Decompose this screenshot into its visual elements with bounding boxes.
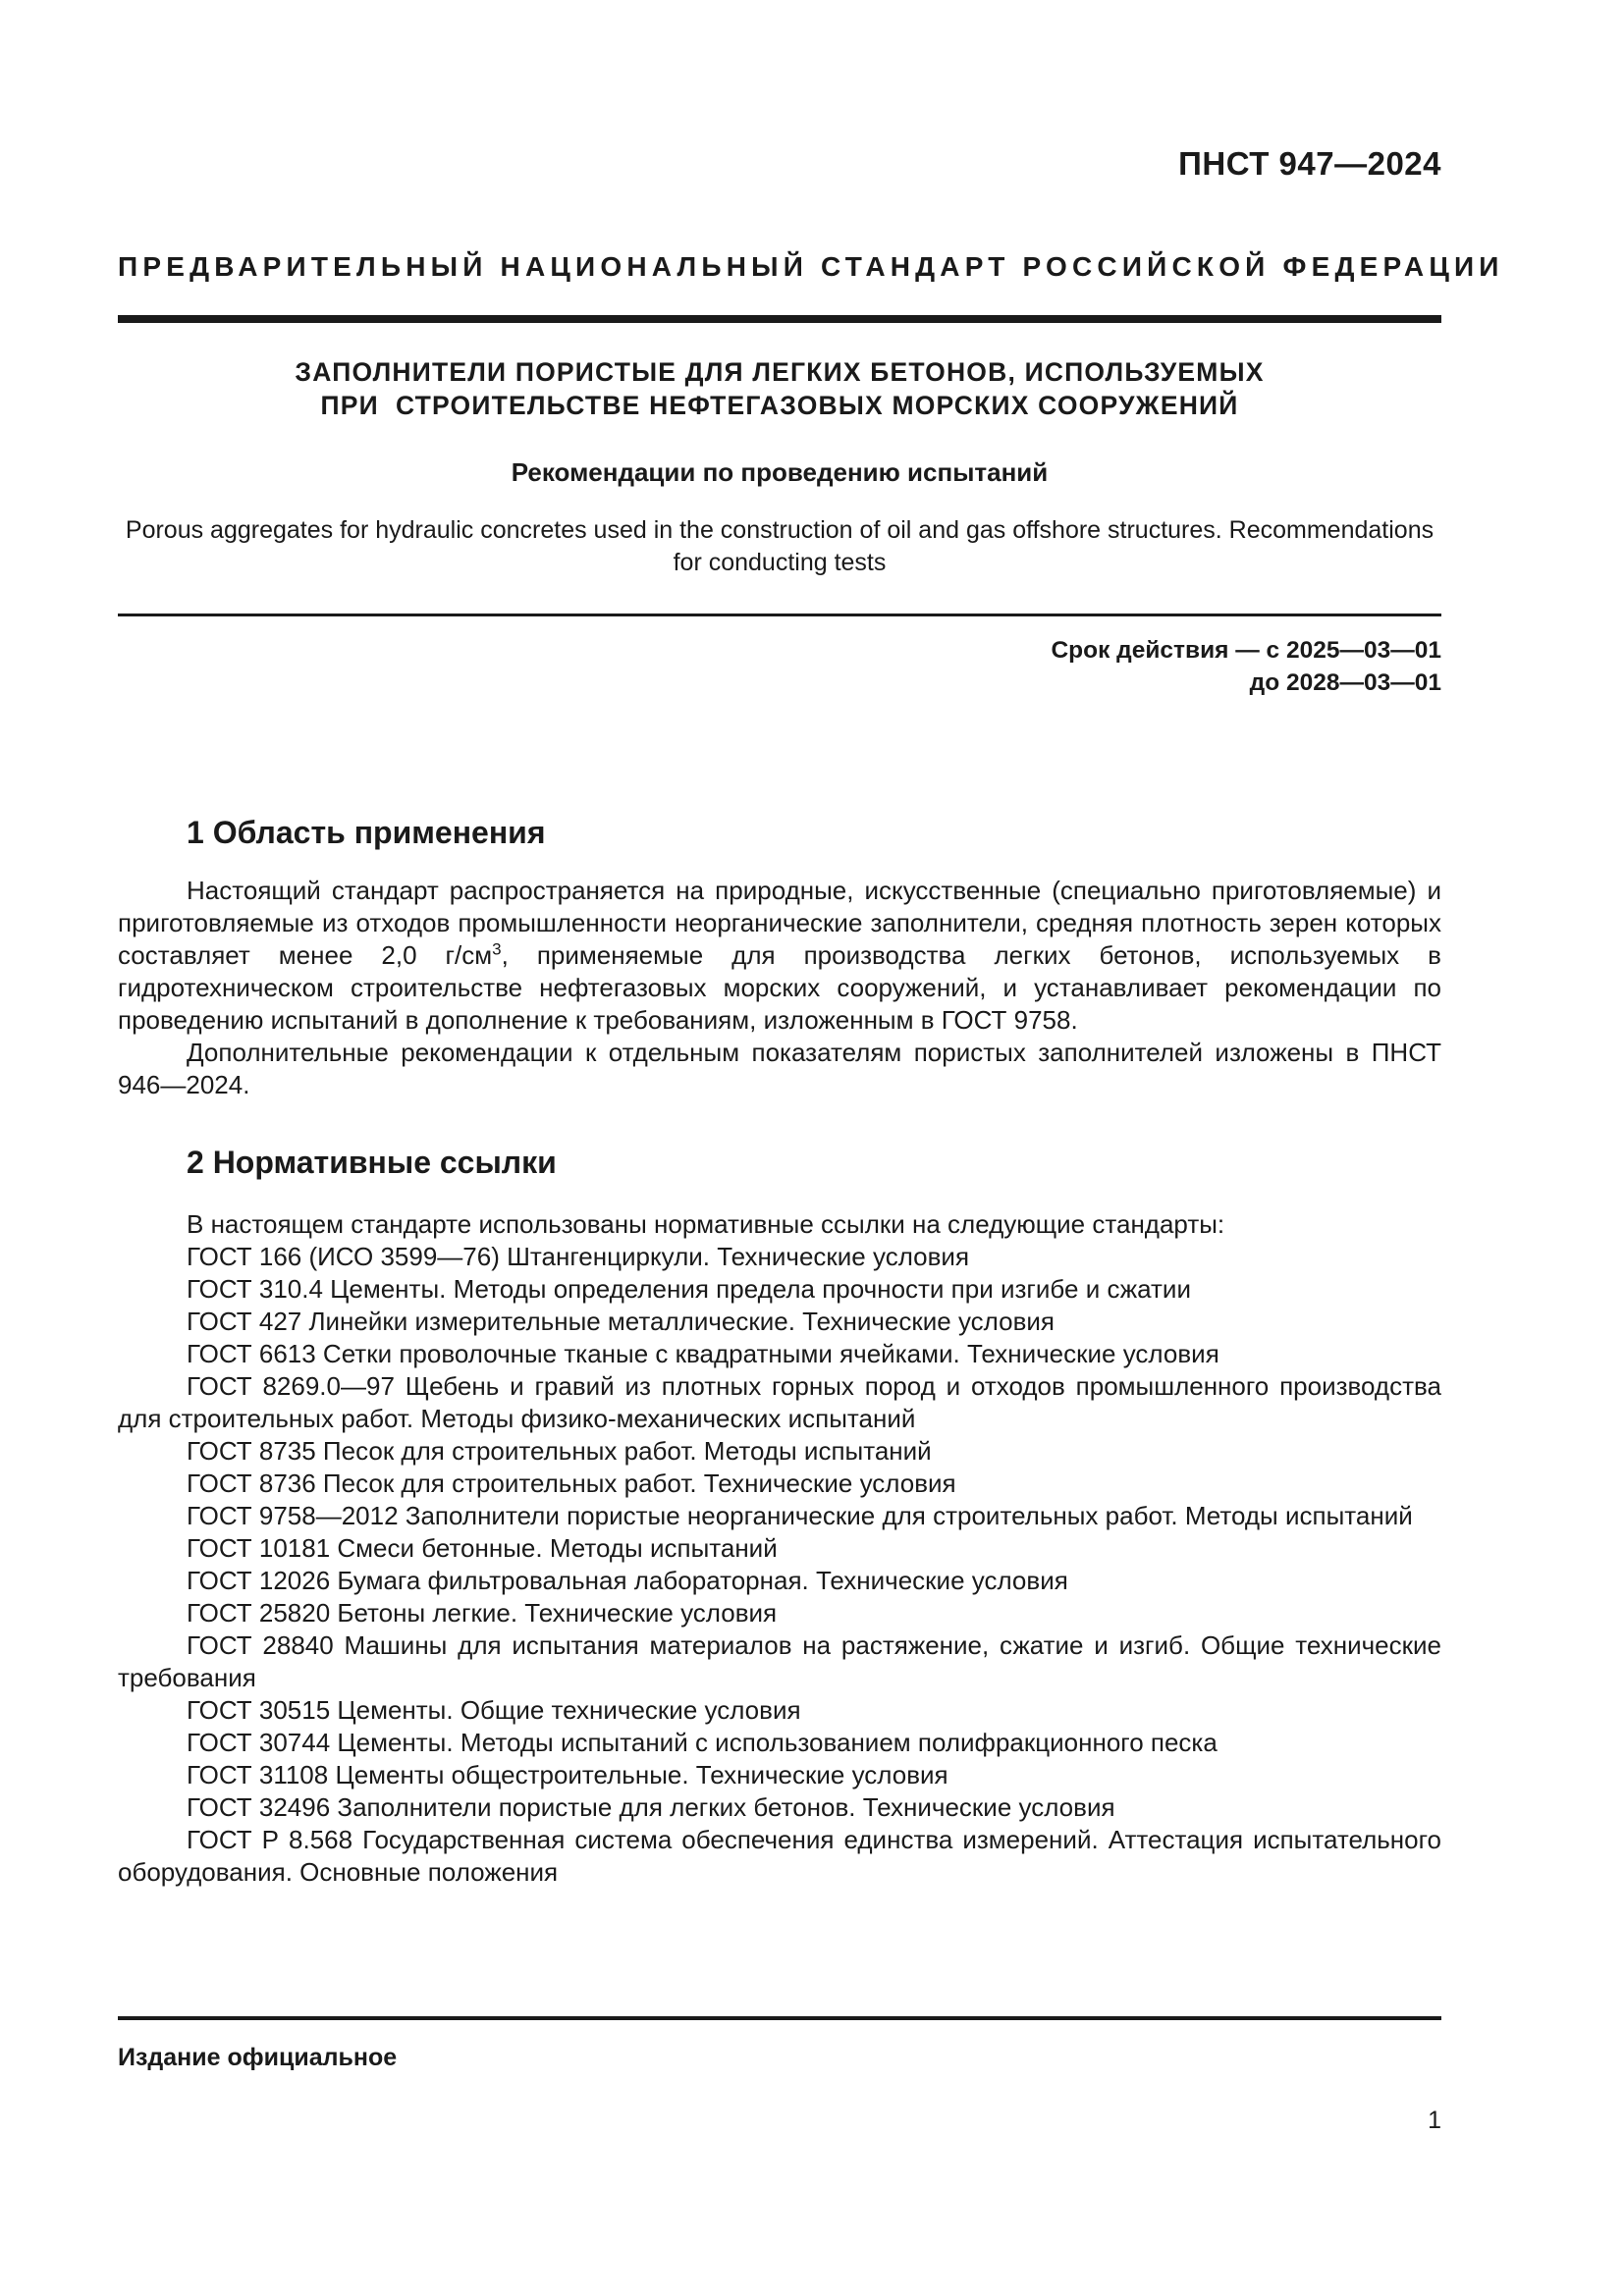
reference-item: ГОСТ 6613 Сетки проволочные тканые с квадратными ячейками. Технические условия (187, 1339, 1219, 1368)
reference-item: ГОСТ Р 8.568 Государственная система обеспечения единства измерений. Аттестация испытательного оборудования. Основные положения (118, 1825, 1441, 1887)
validity-to: до 2028—03—01 (1249, 669, 1441, 696)
reference-item: ГОСТ 166 (ИСО 3599—76) Штангенциркули. Технические условия (187, 1242, 970, 1271)
section-1-paragraph-1: Настоящий стандарт распространяется на природные, искусственные (специально приготовляемые) и приготовляемые из отходов промышленности неорганические заполнители, средняя плотность зерен которых составляет менее 2,0 $г/см^3$, применяемые для производства легких бетонов, используемых в гидротехническом строительстве нефтегазовых морских сооружений, и устанавливает рекомендации по проведению испытаний в дополнение к требованиям, изложенным в ГОСТ 9758. (118, 876, 1441, 1035)
section-2-heading: 2 Нормативные ссылки (187, 1145, 557, 1180)
standard-type-heading: ПРЕДВАРИТЕЛЬНЫЙ НАЦИОНАЛЬНЫЙ СТАНДАРТ РОССИЙСКОЙ ФЕДЕРАЦИИ (118, 251, 1504, 282)
reference-item: ГОСТ 9758—2012 Заполнители пористые неорганические для строительных работ. Методы испытаний (187, 1501, 1413, 1530)
reference-item: ГОСТ 8735 Песок для строительных работ. Методы испытаний (187, 1436, 932, 1466)
reference-item: ГОСТ 32496 Заполнители пористые для легких бетонов. Технические условия (187, 1792, 1115, 1822)
header-divider (118, 315, 1441, 323)
document-title (118, 355, 1441, 422)
validity-period (1051, 634, 1441, 699)
reference-item: ГОСТ 30515 Цементы. Общие технические условия (187, 1695, 801, 1725)
document-subtitle: Рекомендации по проведению испытаний (511, 457, 1049, 487)
reference-item: ГОСТ 28840 Машины для испытания материалов на растяжение, сжатие и изгиб. Общие технические требования (118, 1630, 1441, 1692)
section-1-body (118, 875, 1441, 1101)
english-title-line-1: Porous aggregates for hydraulic concretes used in the construction of oil and gas offshore structures. Recommendations (125, 516, 1435, 544)
reference-item: ГОСТ 31108 Цементы общестроительные. Технические условия (187, 1760, 948, 1789)
section-1-heading: 1 Область применения (187, 815, 546, 850)
reference-item: ГОСТ 427 Линейки измерительные металлические. Технические условия (187, 1307, 1055, 1336)
reference-item: ГОСТ 8736 Песок для строительных работ. Технические условия (187, 1468, 956, 1498)
page-number: 1 (1428, 2107, 1441, 2134)
footer-divider (118, 2016, 1441, 2020)
reference-item: ГОСТ 310.4 Цементы. Методы определения предела прочности при изгибе и сжатии (187, 1274, 1191, 1304)
reference-item: ГОСТ 10181 Смеси бетонные. Методы испытаний (187, 1533, 778, 1563)
english-title (118, 514, 1441, 579)
normative-references-list (118, 1208, 1441, 1889)
validity-from: Срок действия — с 2025—03—01 (1051, 637, 1441, 664)
official-edition-label: Издание официальное (118, 2044, 398, 2071)
title-line-1: ЗАПОЛНИТЕЛИ ПОРИСТЫЕ ДЛЯ ЛЕГКИХ БЕТОНОВ, ИСПОЛЬЗУЕМЫХ (295, 357, 1265, 387)
title-divider (118, 614, 1441, 616)
reference-item: ГОСТ 30744 Цементы. Методы испытаний с использованием полифракционного песка (187, 1728, 1218, 1757)
reference-item: ГОСТ 8269.0—97 Щебень и гравий из плотных горных пород и отходов промышленного производства для строительных работ. Методы физико-механических испытаний (118, 1371, 1441, 1433)
references-intro: В настоящем стандарте использованы нормативные ссылки на следующие стандарты: (187, 1209, 1225, 1239)
reference-item: ГОСТ 12026 Бумага фильтровальная лабораторная. Технические условия (187, 1566, 1068, 1595)
document-code: ПНСТ 947—2024 (1178, 145, 1441, 182)
reference-item: ГОСТ 25820 Бетоны легкие. Технические условия (187, 1598, 778, 1628)
title-line-2: ПРИ СТРОИТЕЛЬСТВЕ НЕФТЕГАЗОВЫХ МОРСКИХ СООРУЖЕНИЙ (320, 391, 1239, 420)
english-title-line-2: for conducting tests (673, 549, 887, 576)
section-1-paragraph-2: Дополнительные рекомендации к отдельным показателям пористых заполнителей изложены в ПНСТ 946—2024. (118, 1038, 1441, 1099)
